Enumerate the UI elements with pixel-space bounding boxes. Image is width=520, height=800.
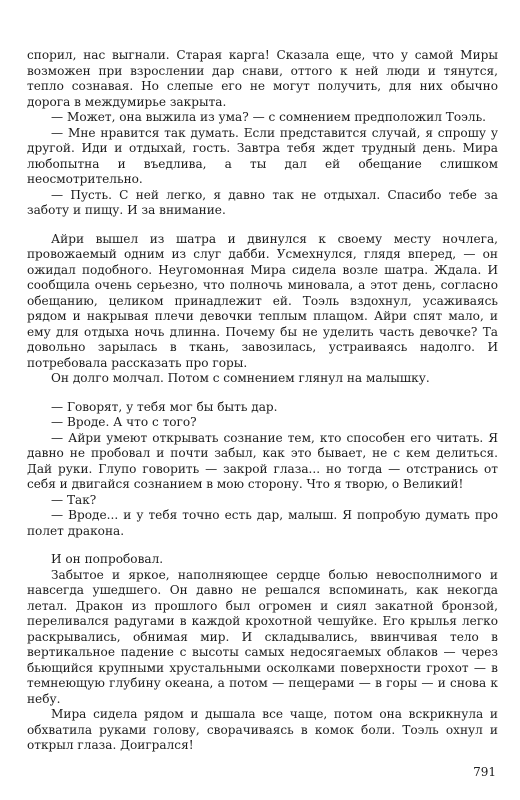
paragraph: Мира сидела рядом и дышала все чаще, потом она вскрикнула и обхватила руками голову, сворачиваясь в комок боли. Тоэль охнул и открыл глаза. Доигрался!	[27, 707, 498, 752]
page-number: 791	[473, 765, 496, 779]
paragraph: Он долго молчал. Потом с сомнением глянул на малышку.	[51, 371, 430, 385]
paragraph: — Так?	[51, 492, 97, 507]
body-text	[27, 48, 498, 754]
paragraph: — Может, она выжила из ума? — с сомнением предположил Тоэль.	[51, 110, 486, 124]
paragraph: — Пусть. С ней легко, я давно так не отдыхал. Спасибо тебе за заботу и пищу. И за внимание.	[27, 187, 498, 217]
paragraph: Забытое и яркое, наполняющее сердце болью невосполнимого и навсегда ушедшего. Он давно не решался вспоминать, как некогда летал. Дракон из прошлого был огромен и сиял закатной бронзой, переливался радугами в каждой крохотной чешуйке. Его крылья легко раскрывались, обнимая мир. И складывались, ввинчивая тело в вертикальное падение с высоты самых недосягаемых облаков — через бьющийся крупными хрустальными осколками поверхности грохот — в темнеющую глубину океана, а потом — пещерами — в горы — и снова к небу.	[27, 567, 498, 706]
paragraph: И он попробовал.	[51, 552, 164, 566]
paragraph: — Говорят, у тебя мог бы быть дар.	[51, 399, 278, 414]
paragraph: — Айри умеют открывать сознание тем, кто способен его читать. Я давно не пробовал и почти забыл, как это бывает, не с кем делиться. Дай руки. Глупо говорить — закрой глаза... но тогда — отстранись от себя и двигайся сознанием в мою сторону. Что я творю, о Великий!	[27, 430, 498, 491]
paragraph: — Вроде... и у тебя точно есть дар, малыш. Я попробую думать про полет дракона.	[27, 508, 498, 538]
paragraph: — Вроде. А что с того?	[51, 415, 197, 429]
paragraph: Айри вышел из шатра и двинулся к своему месту ночлега, провожаемый одним из слуг дабби. Усмехнулся, глядя вперед, — он ожидал подобного. Неугомонная Мира сидела возле шатра. Ждала. И сообщила очень серьезно, что полночь миновала, а этот день, согласно обещанию, целиком принадлежит ей. Тоэль вздохнул, усаживаясь рядом и накрывая плечи девочки теплым плащом. Айри спят мало, и ему для отдыха ночь длинна. Почему бы не уделить часть девочке? Та довольно зарылась в ткань, завозилась, устраиваясь надолго. И потребовала рассказать про горы.	[27, 231, 498, 370]
paragraph: спорил, нас выгнали. Старая карга! Сказала еще, что у самой Миры возможен при взрослении дар снави, оттого к ней люди и тянутся, тепло сознавая. Но слепые его не могут получить, для них обычно дорога в междумирье закрыта.	[27, 48, 498, 109]
paragraph: — Мне нравится так думать. Если представится случай, я спрошу у другой. Иди и отдыхай, гость. Завтра тебя ждет трудный день. Мира любопытна и въедлива, а ты дал ей обещание слишком неосмотрительно.	[27, 125, 498, 186]
